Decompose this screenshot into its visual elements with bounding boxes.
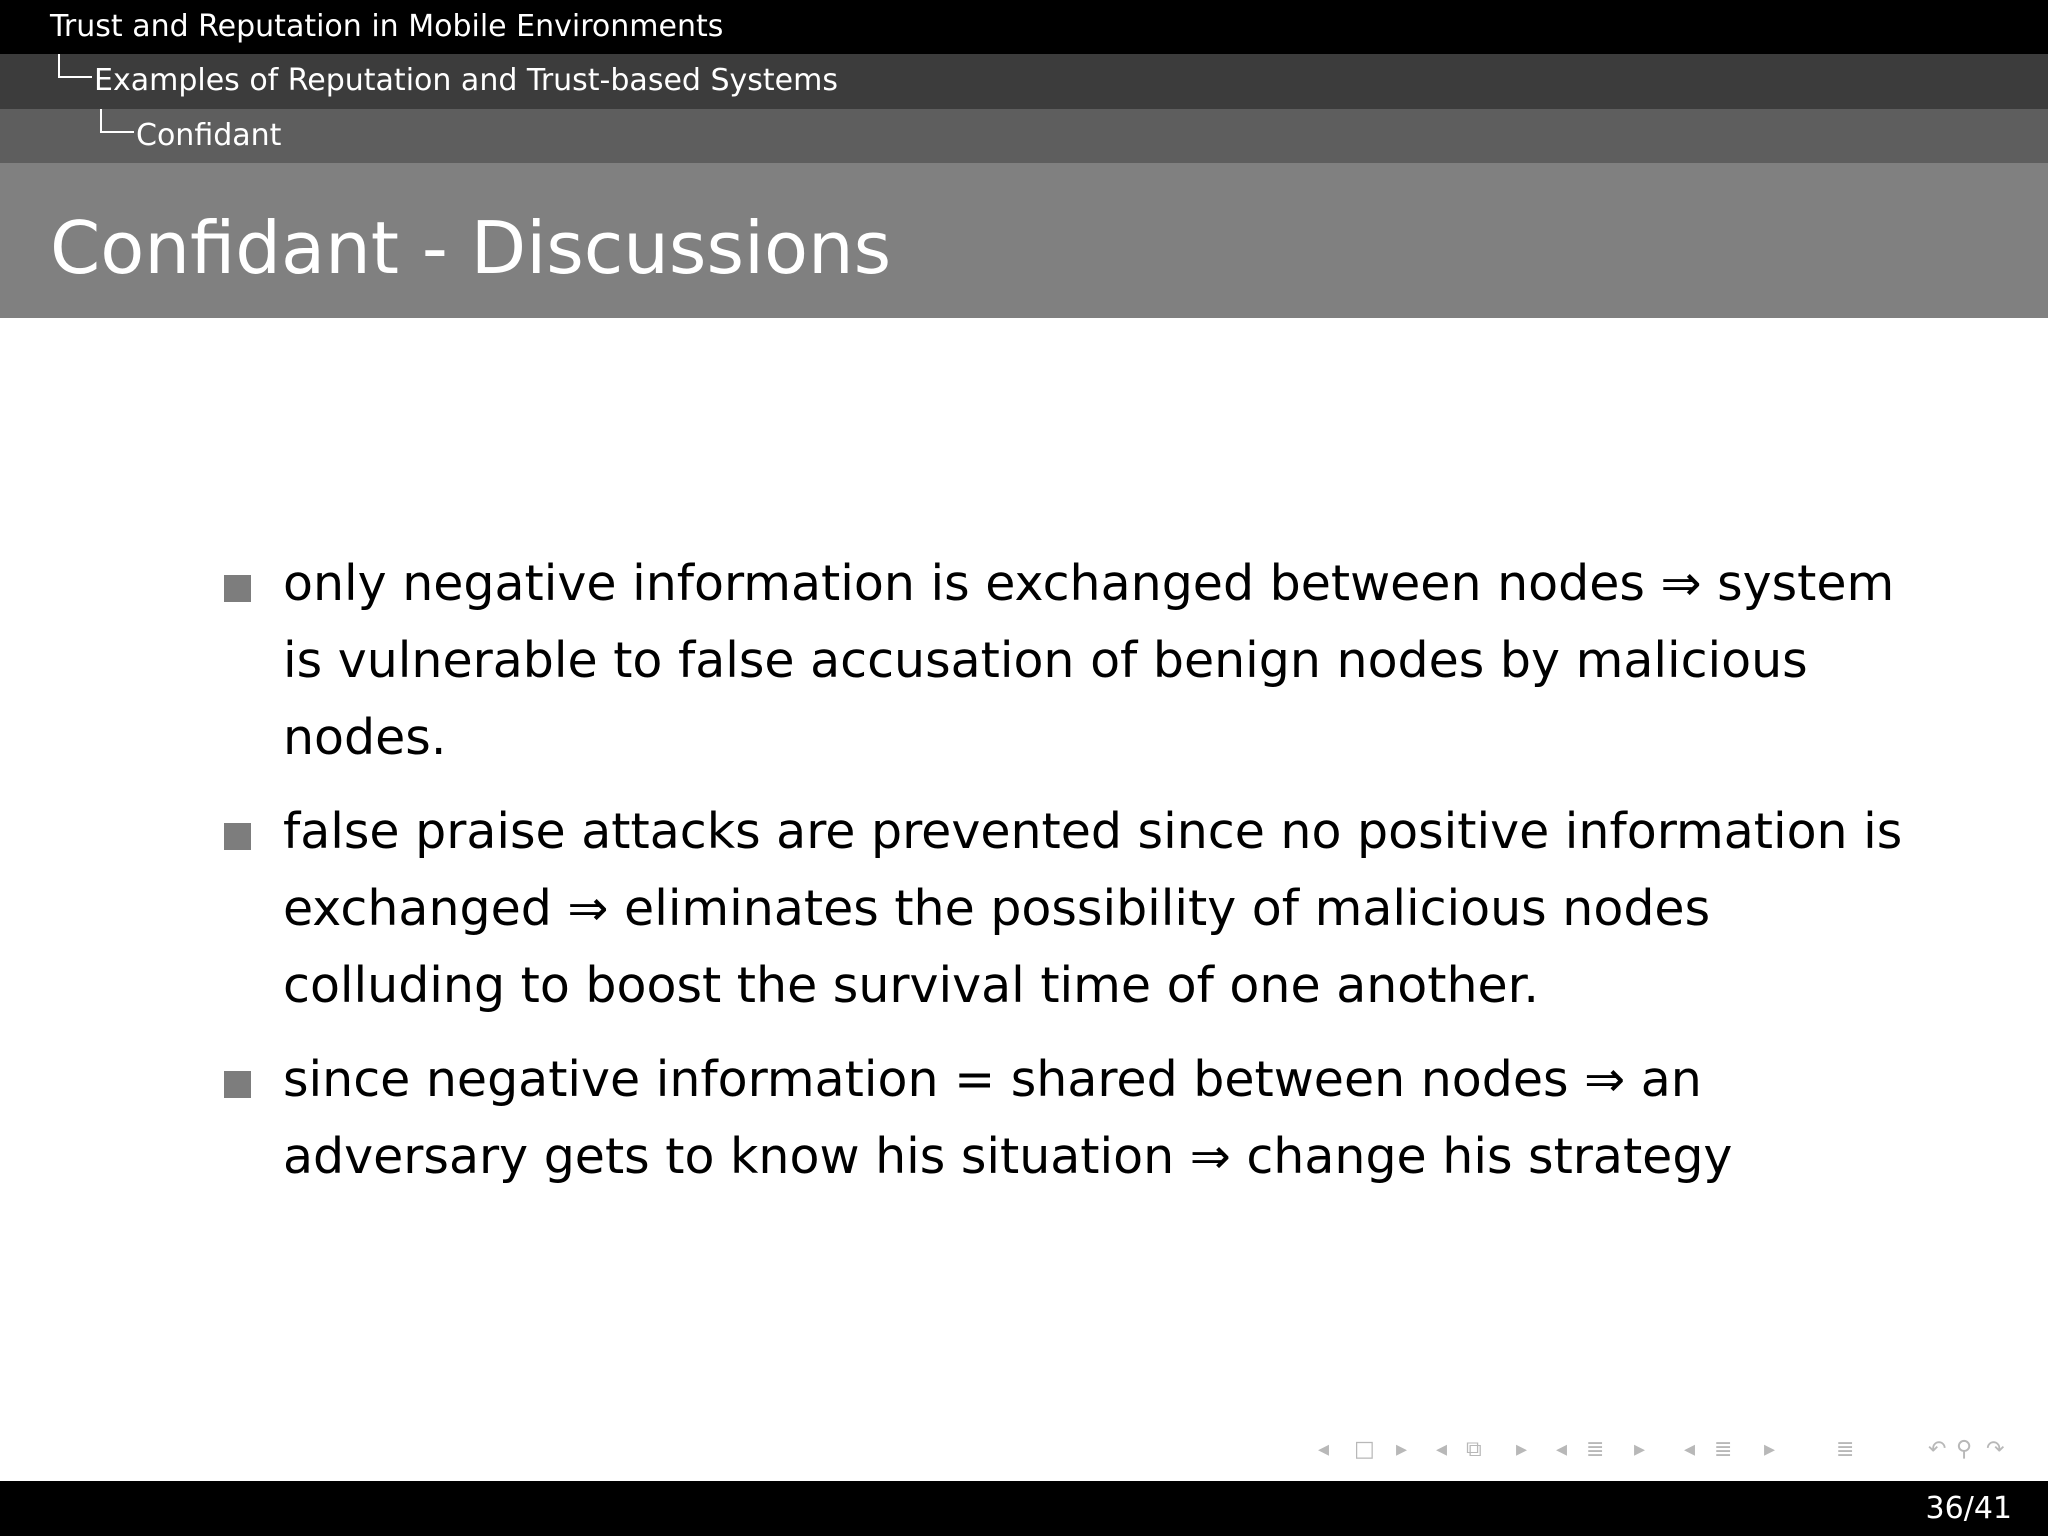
bullet-text: since negative information = shared between nodes ⇒ an adversary gets to know his situation ⇒ change his strategy <box>283 1051 1733 1185</box>
nav-next-frame-icon[interactable]: ▸ <box>1396 1437 1408 1462</box>
nav-prev-subsection-icon[interactable]: ◂ <box>1436 1437 1448 1462</box>
section-title-text: Examples of Reputation and Trust-based Systems <box>94 63 838 98</box>
header-section[interactable] <box>0 54 2048 109</box>
bullet-text: false praise attacks are prevented since no positive information is exchanged ⇒ eliminates the possibility of malicious nodes colluding to boost the survival time of one another. <box>283 803 1903 1014</box>
nav-outline-icon[interactable]: ≣ <box>1836 1437 1855 1462</box>
nav-subsection-icon[interactable]: ⧉ <box>1466 1437 1482 1462</box>
bullet-square-icon <box>224 823 251 850</box>
bullet-square-icon <box>224 1071 251 1098</box>
nav-prev-section-icon[interactable]: ◂ <box>1556 1437 1568 1462</box>
subsection-title-text: Confidant <box>136 118 282 153</box>
tree-corner-icon <box>58 54 92 78</box>
bullet-text: only negative information is exchanged between nodes ⇒ system is vulnerable to false accusation of benign nodes by malicious nodes. <box>283 555 1895 766</box>
page-number: 36/41 <box>1925 1491 2012 1526</box>
bullet-list <box>224 545 1924 1212</box>
bullet-item <box>224 1041 1924 1195</box>
bullet-item <box>224 545 1924 776</box>
nav-search-icon[interactable]: ⚲ <box>1956 1437 1973 1462</box>
header-subsection[interactable] <box>0 109 2048 163</box>
frame-title: Confidant - Discussions <box>50 206 892 290</box>
nav-prev-frame-icon[interactable]: ◂ <box>1318 1437 1330 1462</box>
nav-section-icon[interactable]: ≣ <box>1586 1437 1605 1462</box>
nav-next-doc-icon[interactable]: ▸ <box>1764 1437 1776 1462</box>
nav-next-section-icon[interactable]: ▸ <box>1634 1437 1646 1462</box>
nav-doc-icon[interactable]: ≣ <box>1714 1437 1733 1462</box>
header-presentation-title[interactable] <box>0 0 2048 54</box>
tree-corner-icon <box>100 109 134 133</box>
frame-title-bar <box>0 163 2048 318</box>
nav-back-icon[interactable]: ↶ <box>1928 1437 1947 1462</box>
nav-frame-icon[interactable]: □ <box>1354 1437 1375 1462</box>
footer-bar <box>0 1481 2048 1536</box>
bullet-item <box>224 793 1924 1024</box>
nav-forward-icon[interactable]: ↷ <box>1986 1437 2005 1462</box>
nav-next-subsection-icon[interactable]: ▸ <box>1516 1437 1528 1462</box>
presentation-title-text: Trust and Reputation in Mobile Environments <box>50 9 724 44</box>
navigation-bar <box>1310 1432 2030 1472</box>
nav-prev-doc-icon[interactable]: ◂ <box>1684 1437 1696 1462</box>
bullet-square-icon <box>224 575 251 602</box>
